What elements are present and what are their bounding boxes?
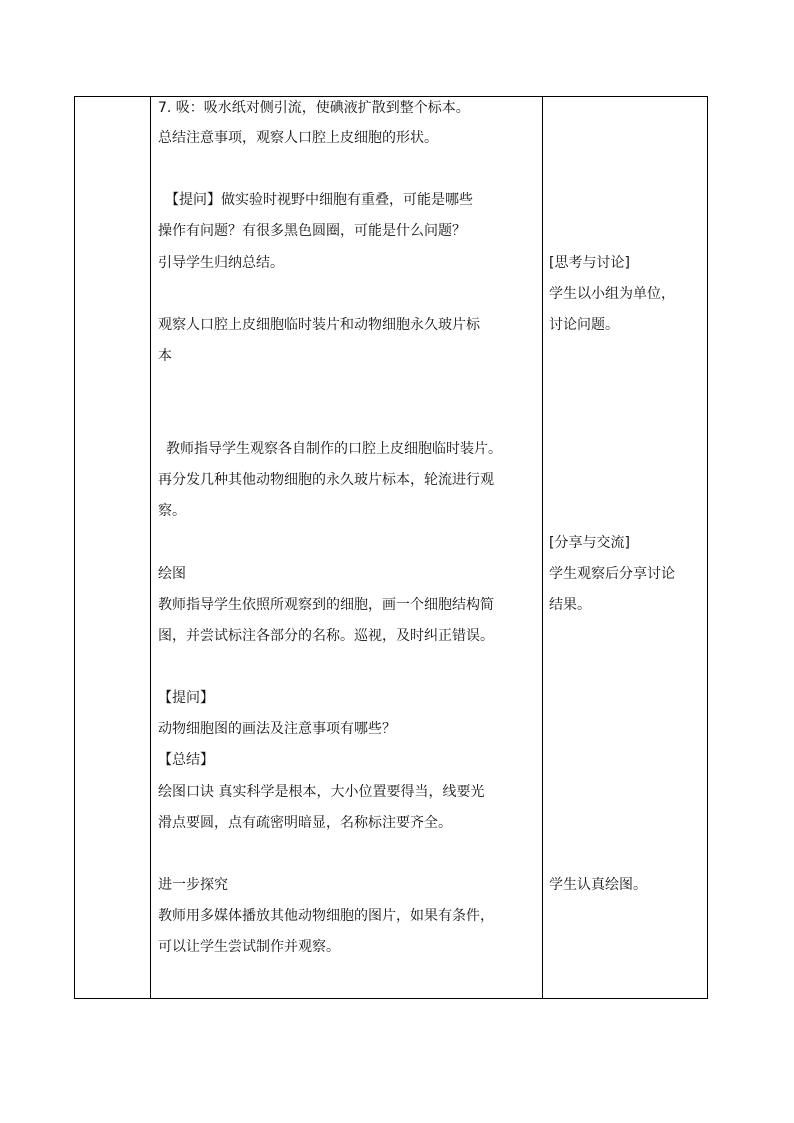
main-line-20: 教师用多媒体播放其他动物细胞的图片，如果有条件， <box>158 908 494 924</box>
main-line-15: 动物细胞图的画法及注意事项有哪些？ <box>158 721 396 737</box>
main-line-10: 察。 <box>158 503 186 519</box>
side-line-3: 讨论问题。 <box>549 317 619 333</box>
column-divider-2 <box>542 97 543 998</box>
main-line-14: 【提问】 <box>158 690 214 706</box>
main-line-4: 操作有问题？有很多黑色圆圈，可能是什么问题？ <box>158 223 466 239</box>
main-line-12: 教师指导学生依照所观察到的细胞，画一个细胞结构简 <box>158 597 494 613</box>
main-line-11: 绘图 <box>158 566 186 582</box>
side-line-7: 学生认真绘图。 <box>549 877 647 893</box>
side-line-6: 结果。 <box>549 597 591 613</box>
side-line-1: [思考与讨论] <box>549 255 630 271</box>
main-line-7: 本 <box>158 348 172 364</box>
main-line-6: 观察人口腔上皮细胞临时装片和动物细胞永久玻片标 <box>158 317 480 333</box>
side-line-2: 学生以小组为单位， <box>549 286 675 302</box>
side-line-4: [分享与交流] <box>549 535 630 551</box>
main-line-9: 再分发几种其他动物细胞的永久玻片标本，轮流进行观 <box>158 472 494 488</box>
main-line-5: 引导学生归纳总结。 <box>158 255 284 271</box>
main-line-3: 【提问】做实验时视野中细胞有重叠，可能是哪些 <box>158 192 473 208</box>
main-line-1: 7. 吸：吸水纸对侧引流，使碘液扩散到整个标本。 <box>158 100 470 116</box>
main-line-13: 图，并尝试标注各部分的名称。巡视，及时纠正错误。 <box>158 628 494 644</box>
main-line-16: 【总结】 <box>158 752 214 768</box>
side-line-5: 学生观察后分享讨论 <box>549 566 675 582</box>
column-divider-1 <box>150 97 151 998</box>
main-line-2: 总结注意事项，观察人口腔上皮细胞的形状。 <box>158 130 438 146</box>
main-line-21: 可以让学生尝试制作并观察。 <box>158 939 340 955</box>
main-line-17: 绘图口诀 真实科学是根本，大小位置要得当，线要光 <box>158 784 485 800</box>
main-line-19: 进一步探究 <box>158 877 228 893</box>
main-line-18: 滑点要圆，点有疏密明暗显，名称标注要齐全。 <box>158 815 452 831</box>
main-line-8: 教师指导学生观察各自制作的口腔上皮细胞临时装片。 <box>166 441 502 457</box>
